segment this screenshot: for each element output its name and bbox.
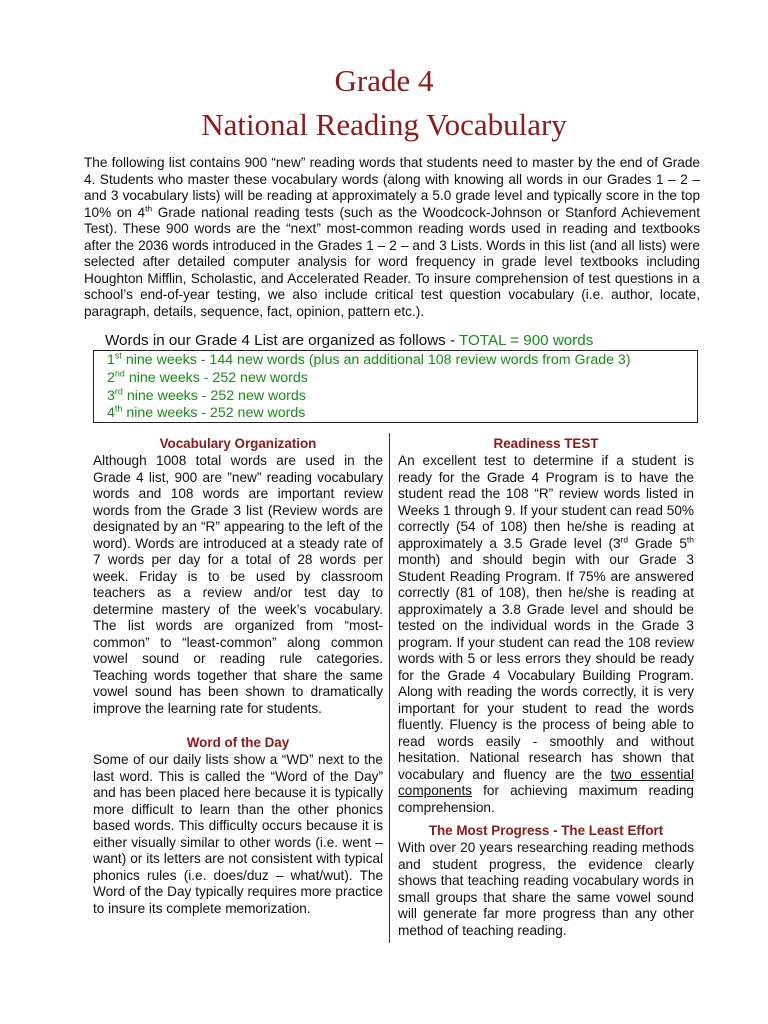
readiness-underlined: two essential components xyxy=(398,766,694,798)
row-ordinal: th xyxy=(114,403,123,414)
intro-sup: th xyxy=(145,202,153,213)
row-number: 4 xyxy=(107,405,115,422)
row-text: nine weeks - 252 new words xyxy=(122,405,306,422)
organization-total: TOTAL = 900 words xyxy=(458,332,594,349)
readiness-body xyxy=(398,453,694,816)
row-text: nine weeks - 252 new words xyxy=(124,369,308,386)
readiness-sup-2: th xyxy=(686,533,694,544)
readiness-text-4: for achieving maximum reading comprehension. xyxy=(398,783,694,815)
vocab-org-heading: Vocabulary Organization xyxy=(159,436,317,451)
word-of-day-body: Some of our daily lists show a “WD” next to the last word. This is called the “Word of the Day” and has been placed here because it is typically more difficult to learn than the other phonics based words. This difficulty occurs because it is either visually similar to other words (i.e. went – want) or its letters are not consistent with typical phonics rules (i.e. does/duz – what/wut). The Word of the Day typically requires more practice to insure its complete memorization. xyxy=(93,752,383,916)
organization-line xyxy=(105,332,705,350)
column-divider xyxy=(389,433,390,943)
row-ordinal: nd xyxy=(114,368,125,379)
intro-text-2: Grade national reading tests (such as the Woodcock-Johnson or Stanford Achievement Test). These 900 words are the “next” most-common reading words used in reading and textbooks after the 2036 words introduced in the Grades 1 – 2 – and 3 Lists. Words in this list (and all lists) were selected after detailed computer analysis for word frequency in grade level textbooks including Houghton Mifflin, Scholastic, and Accelerated Reader. To insure comprehension of test questions in a school’s end-of-year testing, we also include critical test question vocabulary (i.e. author, locate, paragraph, details, sequence, fact, opinion, pattern etc.). xyxy=(84,204,700,319)
row-text: nine weeks - 144 new words (plus an additional 108 review words from Grade 3) xyxy=(121,352,631,368)
page-title-grade: Grade 4 xyxy=(334,63,434,98)
row-number: 3 xyxy=(107,387,115,404)
right-column xyxy=(398,433,694,939)
vocab-org-body: Although 1008 total words are used in the Grade 4 list, 900 are ”new” reading vocabulary words and 108 words are important review words from the Grade 3 list (Review words are designated by an “R” appearing to the left of the word). Words are introduced at a steady rate of 7 words per day for a total of 28 words per week. Friday is to be used by classroom teachers as a review and/or test day to determine mastery of the week’s vocabulary. The list words are organized from “most-common” to “least-common” along common vowel sound or reading rule categories. Teaching words together that share the same vowel sound has been shown to dramatically improve the learning rate for students. xyxy=(93,453,383,716)
intro-text-1: The following list contains 900 “new” reading words that students need to master by the end of Grade 4. Students who master these vocabulary words (along with knowing all words in our Grades 1 – 2 – and 3 vocabulary lists) will be reading at approximately a 5.0 grade level and typically score in the top 10% on 4 xyxy=(84,155,700,220)
readiness-heading: Readiness TEST xyxy=(493,436,599,451)
row-text: nine weeks - 252 new words xyxy=(122,387,306,404)
intro-paragraph xyxy=(84,155,700,320)
organization-label: Words in our Grade 4 List are organized as follows - xyxy=(105,332,459,349)
nine-weeks-row-2 xyxy=(107,370,697,388)
nine-weeks-box xyxy=(93,350,698,423)
most-progress-body: With over 20 years researching reading methods and student progress, the evidence clearly shows that teaching reading vocabulary words in small groups that share the same vowel sound will generate far more progress than any other method of teaching reading. xyxy=(398,840,694,938)
nine-weeks-row-3 xyxy=(107,385,697,406)
row-number: 1 xyxy=(107,352,115,368)
nine-weeks-row-4 xyxy=(107,405,697,423)
row-ordinal: rd xyxy=(114,385,123,396)
readiness-text-1: An excellent test to determine if a student is ready for the Grade 4 Program is to have the student read the 108 “R” review words listed in Weeks 1 through 9. If your student can read 50% correctly (54 of 108) then he/she is reading at approximately a 3.5 Grade level (3 xyxy=(398,453,694,551)
left-column xyxy=(93,433,383,917)
readiness-sup-1: rd xyxy=(620,533,629,544)
readiness-text-2: Grade 5 xyxy=(628,535,687,551)
word-of-day-heading: Word of the Day xyxy=(186,735,290,750)
nine-weeks-row-1 xyxy=(107,352,697,370)
row-number: 2 xyxy=(107,369,115,386)
page-title-main: National Reading Vocabulary xyxy=(201,107,567,142)
most-progress-heading: The Most Progress - The Least Effort xyxy=(428,823,664,838)
row-ordinal: st xyxy=(114,350,122,361)
readiness-text-3: month) and should begin with our Grade 3 Student Reading Program. If 75% are answered correctly (81 of 108), then he/she is reading at approximately a 3.8 Grade level and should be tested on the individual words in the Grade 3 program. If your student can read the 108 review words with 5 or less errors they should be ready for the Grade 4 Vocabulary Building Program. Along with reading the words correctly, it is very important for your student to read the words fluently. Fluency is the process of being able to read words easily - smoothly and without hesitation. National research has shown that vocabulary and fluency are the xyxy=(398,552,694,782)
